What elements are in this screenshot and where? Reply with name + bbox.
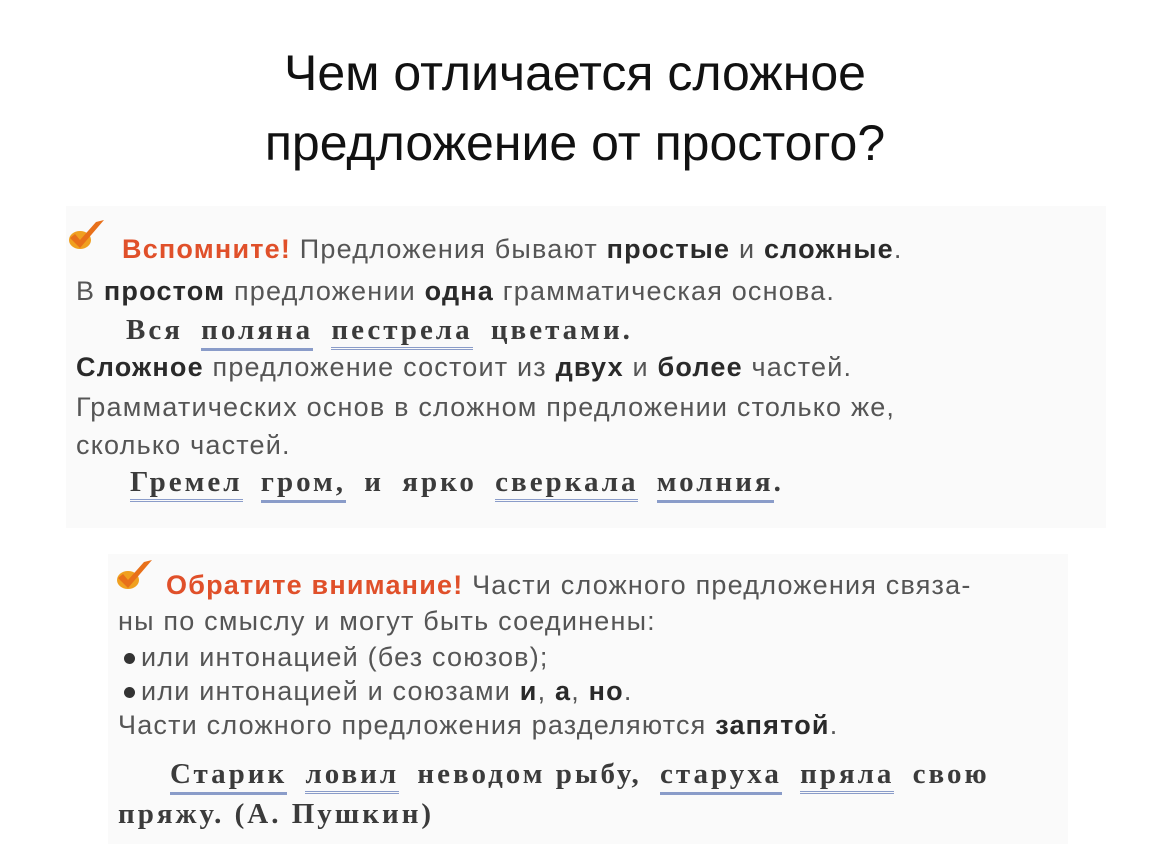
example-sentence-3-line-2: пряжу. (А. Пушкин) [118, 798, 435, 830]
attention-line-5: Части сложного предложения разделяются запятой. [118, 710, 839, 740]
check-mark-icon [66, 218, 106, 252]
example-sentence-3: Старик ловил неводом рыбу, старуха пряла свою [170, 758, 990, 791]
remember-line-1: Вспомните! Предложения бывают простые и сложные. [122, 234, 903, 264]
attention-line-2: ны по смыслу и могут быть соединены: [118, 606, 656, 636]
remember-line-4: Сложное предложение состоит из двух и более частей. [76, 352, 853, 382]
attention-bullet-1: или интонацией (без союзов); [124, 642, 549, 673]
example-sentence-1: Вся поляна пестрела цветами. [126, 314, 633, 347]
remember-panel [66, 206, 1106, 528]
title-line-1: Чем отличается сложное [284, 45, 866, 101]
attention-line-1: Обратите внимание! Части сложного предложения связа- [166, 570, 972, 600]
attention-heading: Обратите внимание! [166, 570, 464, 600]
subject-underline: поляна [201, 314, 313, 351]
slide-title [0, 38, 1150, 178]
predicate-underline: пестрела [331, 314, 472, 350]
attention-bullet-2: или интонацией и союзами и, а, но. [124, 676, 633, 707]
bullet-icon [124, 687, 135, 698]
remember-line-2: В простом предложении одна грамматическая основа. [76, 276, 836, 306]
attention-panel [108, 554, 1068, 844]
remember-line-6: сколько частей. [76, 430, 291, 460]
check-mark-icon [114, 558, 154, 592]
remember-line-5: Грамматических основ в сложном предложении столько же, [76, 392, 896, 422]
bullet-icon [124, 653, 135, 664]
example-sentence-2: Гремел гром, и ярко сверкала молния. [130, 466, 784, 499]
title-line-2: предложение от простого? [264, 115, 886, 171]
remember-heading: Вспомните! [122, 234, 292, 264]
